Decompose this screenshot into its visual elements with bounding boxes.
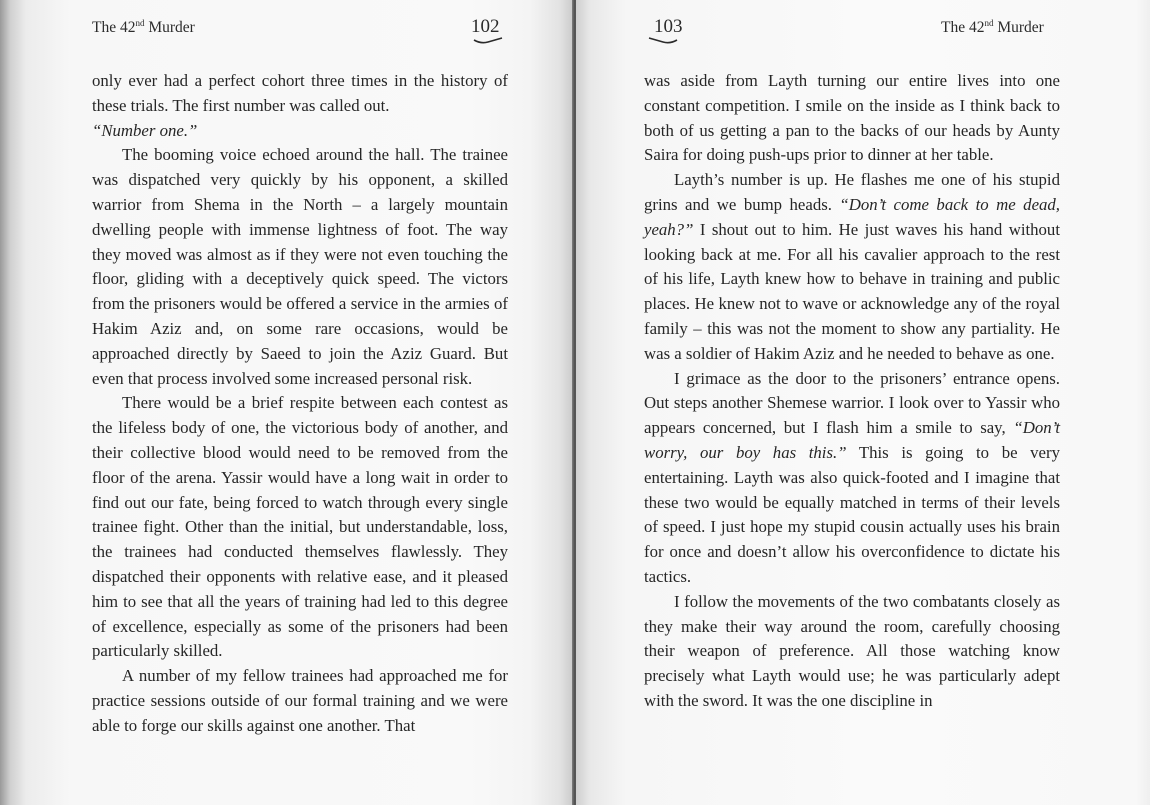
dialogue-quote: “Don’t worry, our boy has this.” (644, 418, 1060, 462)
page-number-swash-icon (648, 37, 678, 45)
left-running-head: The 42nd Murder (92, 18, 195, 37)
paragraph: The booming voice echoed around the hall. The trainee was dispatched very quickly by his opponent, a skilled warrior from Shema in the North – a largely mountain dwelling people with immense lightness of foot. The way they moved was almost as if they were not even touching the floor, gliding with a deceptively quick speed. The victors from the prisoners would be offered a service in the armies of Hakim Aziz and, on some rare occasions, would be approached directly by Saeed to join the Aziz Guard. But even that process involved some increased personal risk. (92, 145, 508, 388)
left-page-number: 102 (471, 16, 500, 37)
right-page (576, 0, 1150, 805)
dialogue-line: “Number one.” (92, 120, 198, 140)
paragraph: I follow the movements of the two combatants closely as they make their way around the room, carefully choosing their weapon of preference. All those watching know precisely what Layth would use; he was particularly adept with the sword. It was the one discipline in (644, 591, 1060, 710)
paragraph: was aside from Layth turning our entire lives into one constant competition. I smile on the inside as I think back to both of us getting a pan to the backs of our heads by Aunty Saira for doing push-ups prior to dinner at her table. (644, 71, 1060, 165)
paragraph: only ever had a perfect cohort three times in the history of these trials. The first number was called out. (92, 71, 508, 115)
paragraph: A number of my fellow trainees had approached me for practice sessions outside of our formal training and we were able to forge our skills against one another. That (92, 666, 508, 735)
right-page-number: 103 (654, 16, 683, 37)
paragraph: I grimace as the door to the prisoners’ entrance opens. Out steps another Shemese warrior. I look over to Yassir who appears concerned, but I flash him a smile to say, “Don’t worry, our boy has this.” This is going to be very entertaining. Layth was also quick-footed and I imagine that these two would be equally matched in terms of their levels of speed. I just hope my stupid cousin actually uses his brain for once and doesn’t allow his overconfidence to dictate his tactics. (644, 368, 1060, 586)
page-number-swash-icon (473, 37, 503, 45)
paragraph: There would be a brief respite between each contest as the lifeless body of one, the victorious body of another, and their collective blood would need to be removed from the floor of the arena. Yassir would have a long wait in order to find out our fate, being forced to watch through every single trainee fight. Other than the initial, but understandable, loss, the trainees had conducted themselves flawlessly. They dispatched their opponents with relative ease, and it pleased him to see that all the years of training had led to this degree of excellence, especially as some of the prisoners had been particularly skilled. (92, 393, 508, 661)
right-running-head: The 42nd Murder (941, 18, 1044, 37)
left-page (0, 0, 574, 805)
left-body-text (92, 69, 508, 739)
right-body-text (644, 69, 1060, 714)
dialogue-quote: “Don’t come back to me dead, yeah?” (644, 194, 1060, 239)
paragraph: Layth’s number is up. He flashes me one of his stupid grins and we bump heads. “Don’t come back to me dead, yeah?” I shout out to him. He just waves his hand without looking back at me. For all his cavalier approach to the rest of his life, Layth knew how to behave in training and public places. He knew not to wave or acknowledge any of the royal family – this was not the moment to show any partiality. He was a soldier of Hakim Aziz and he needed to behave as one. (644, 170, 1060, 363)
